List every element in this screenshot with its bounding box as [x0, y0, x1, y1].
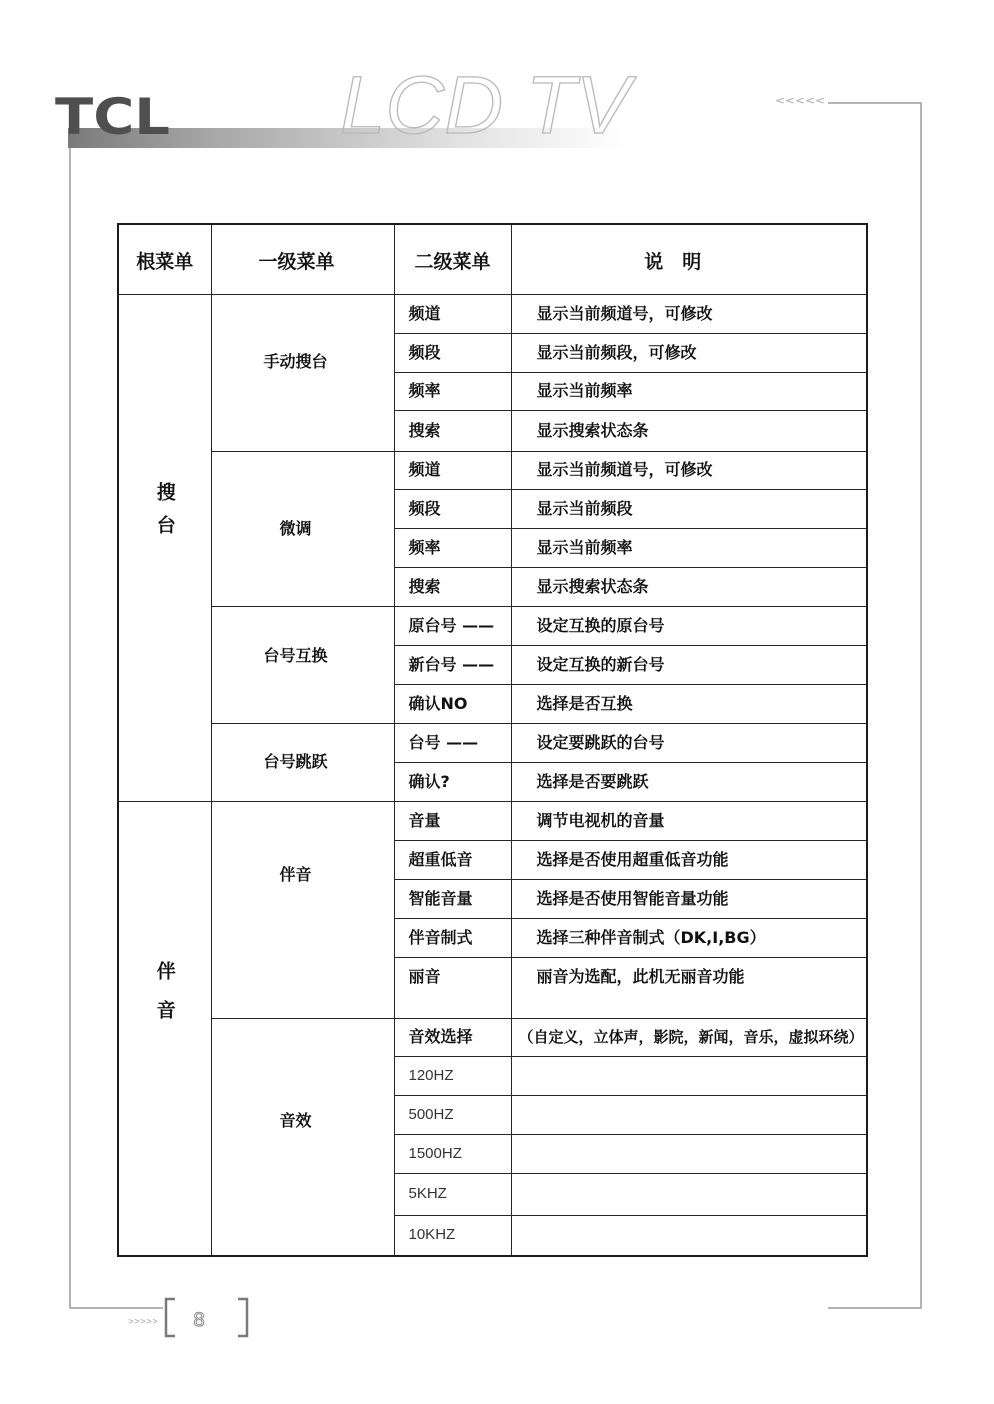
- description-cell: [511, 1134, 867, 1173]
- root-menu-label: 搜台: [153, 481, 176, 548]
- first-level-menu-cell: 微调: [211, 451, 394, 606]
- description-cell: 显示搜索状态条: [511, 567, 867, 606]
- table-row: [118, 294, 867, 333]
- table-row: [118, 1018, 867, 1056]
- table-row: [118, 801, 867, 840]
- page-number-bracket-left: [166, 1299, 175, 1336]
- second-level-menu-cell: 丽音: [394, 957, 511, 1018]
- second-level-menu-cell: 音效选择: [394, 1018, 511, 1056]
- column-header-root-menu: 根菜单: [118, 224, 211, 294]
- description-cell: 选择是否使用智能音量功能: [511, 879, 867, 918]
- second-level-menu-cell: 原台号 ——: [394, 606, 511, 645]
- column-header-first-level-menu: 一级菜单: [211, 224, 394, 294]
- description-cell: [511, 1215, 867, 1256]
- header-ornament: <<<<<: [775, 94, 825, 107]
- second-level-menu-cell: 音量: [394, 801, 511, 840]
- second-level-menu-cell: 确认?: [394, 762, 511, 801]
- description-cell: 显示当前频段，可修改: [511, 333, 867, 372]
- first-level-menu-cell: 伴音: [211, 801, 394, 1018]
- footer-ornament: >>>>>: [128, 1317, 158, 1327]
- second-level-menu-cell: 智能音量: [394, 879, 511, 918]
- description-cell: 调节电视机的音量: [511, 801, 867, 840]
- first-level-menu-cell: 台号跳跃: [211, 723, 394, 801]
- first-level-menu-cell: 手动搜台: [211, 294, 394, 451]
- second-level-menu-cell: 频道: [394, 451, 511, 489]
- description-cell: （自定义，立体声，影院，新闻，音乐，虚拟环绕）: [511, 1018, 867, 1056]
- root-menu-cell: [118, 801, 211, 1256]
- page-number: 8: [192, 1309, 206, 1331]
- root-menu-cell: [118, 294, 211, 801]
- root-menu-label: 伴音: [153, 960, 176, 1039]
- header-row: [118, 224, 867, 294]
- product-title: LCD TV: [340, 60, 638, 151]
- second-level-menu-cell: 新台号 ——: [394, 645, 511, 684]
- second-level-menu-cell: 120HZ: [394, 1056, 511, 1095]
- second-level-menu-cell: 超重低音: [394, 840, 511, 879]
- description-cell: 显示当前频道号，可修改: [511, 294, 867, 333]
- first-level-menu-cell: 音效: [211, 1018, 394, 1256]
- second-level-menu-cell: 5KHZ: [394, 1173, 511, 1215]
- second-level-menu-cell: 1500HZ: [394, 1134, 511, 1173]
- table-row: [118, 723, 867, 762]
- description-cell: 显示当前频段: [511, 489, 867, 528]
- second-level-menu-cell: 频率: [394, 528, 511, 567]
- second-level-menu-cell: 伴音制式: [394, 918, 511, 957]
- table-row: [118, 451, 867, 489]
- description-cell: 选择是否使用超重低音功能: [511, 840, 867, 879]
- description-cell: 显示当前频率: [511, 372, 867, 410]
- description-cell: 设定互换的新台号: [511, 645, 867, 684]
- second-level-menu-cell: 搜索: [394, 410, 511, 451]
- page-number-bracket-right: [238, 1299, 247, 1336]
- description-cell: 显示当前频道号，可修改: [511, 451, 867, 489]
- description-cell: 丽音为选配，此机无丽音功能: [511, 957, 867, 1018]
- menu-table-body: [118, 294, 867, 1256]
- description-cell: [511, 1056, 867, 1095]
- column-header-second-level-menu: 二级菜单: [394, 224, 511, 294]
- description-cell: 显示当前频率: [511, 528, 867, 567]
- second-level-menu-cell: 台号 ——: [394, 723, 511, 762]
- second-level-menu-cell: 频段: [394, 489, 511, 528]
- second-level-menu-cell: 搜索: [394, 567, 511, 606]
- second-level-menu-cell: 频率: [394, 372, 511, 410]
- second-level-menu-cell: 确认NO: [394, 684, 511, 723]
- description-cell: 选择是否要跳跃: [511, 762, 867, 801]
- second-level-menu-cell: 10KHZ: [394, 1215, 511, 1256]
- menu-table-header: [118, 224, 867, 294]
- description-cell: 选择是否互换: [511, 684, 867, 723]
- column-header-description: 说 明: [511, 224, 867, 294]
- menu-table: [117, 223, 868, 1257]
- description-cell: 设定互换的原台号: [511, 606, 867, 645]
- description-cell: [511, 1173, 867, 1215]
- second-level-menu-cell: 频道: [394, 294, 511, 333]
- table-row: [118, 606, 867, 645]
- description-cell: 选择三种伴音制式（DK,I,BG）: [511, 918, 867, 957]
- description-cell: 显示搜索状态条: [511, 410, 867, 451]
- brand-logo: TCL: [55, 88, 170, 146]
- description-cell: [511, 1095, 867, 1134]
- first-level-menu-cell: 台号互换: [211, 606, 394, 723]
- description-cell: 设定要跳跃的台号: [511, 723, 867, 762]
- second-level-menu-cell: 频段: [394, 333, 511, 372]
- second-level-menu-cell: 500HZ: [394, 1095, 511, 1134]
